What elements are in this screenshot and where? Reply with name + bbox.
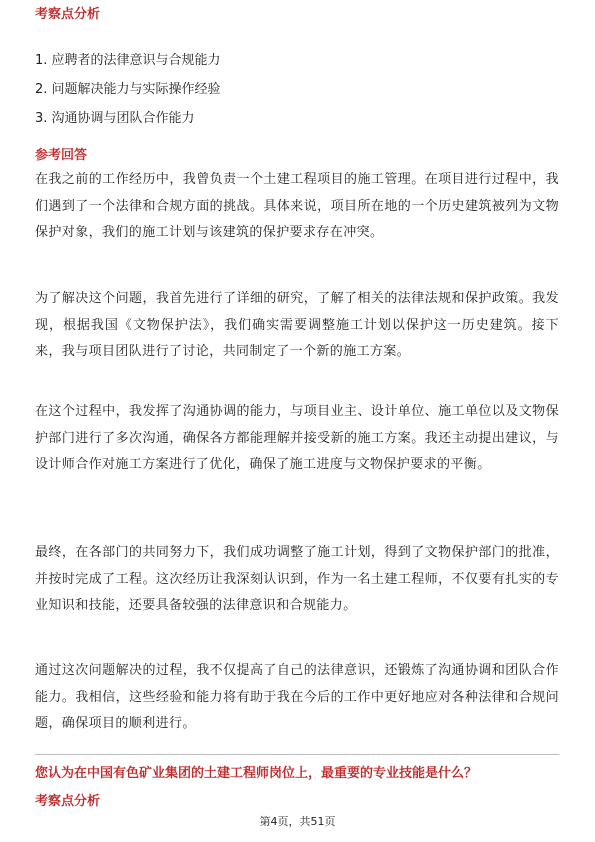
answer-paragraph-3: 在这个过程中，我发挥了沟通协调的能力，与项目业主、设计单位、施工单位以及文物保护部门进行了多次沟通，确保各方都能理解并接受新的施工方案。我还主动提出建议，与设计师合作对施工方案进行了优化，确保了施工进度与文物保护要求的平衡。	[35, 404, 559, 472]
analysis-item-1: 1. 应聘者的法律意识与合规能力	[35, 53, 221, 68]
answer-paragraph-1: 在我之前的工作经历中，我曾负责一个土建工程项目的施工管理。在项目进行过程中，我们遇到了一个法律和合规方面的挑战。具体来说，项目所在地的一个历史建筑被列为文物保护对象，我们的施工计划与该建筑的保护要求存在冲突。	[35, 172, 559, 240]
section-divider	[35, 754, 559, 755]
answer-paragraph-5: 通过这次问题解决的过程，我不仅提高了自己的法律意识，还锻炼了沟通协调和团队合作能力。我相信，这些经验和能力将有助于我在今后的工作中更好地应对各种法律和合规问题，确保项目的顺利进行。	[35, 663, 559, 731]
section-heading-analysis: 考察点分析	[35, 7, 101, 22]
page-number-footer: 第4页，共51页	[259, 815, 336, 828]
answer-paragraph-2: 为了解决这个问题，我首先进行了详细的研究，了解了相关的法律法规和保护政策。我发现，根据我国《文物保护法》，我们确实需要调整施工计划以保护这一历史建筑。接下来，我与项目团队进行了讨论，共同制定了一个新的施工方案。	[35, 291, 559, 359]
section-heading-answer: 参考回答	[35, 148, 88, 163]
next-section-heading: 考察点分析	[35, 794, 101, 809]
next-question: 您认为在中国有色矿业集团的土建工程师岗位上，最重要的专业技能是什么？	[35, 766, 478, 781]
answer-paragraph-4: 最终，在各部门的共同努力下，我们成功调整了施工计划，得到了文物保护部门的批准，并按时完成了工程。这次经历让我深刻认识到，作为一名土建工程师，不仅要有扎实的专业知识和技能，还要具备较强的法律意识和合规能力。	[35, 545, 559, 613]
analysis-item-2: 2. 问题解决能力与实际操作经验	[35, 82, 221, 97]
analysis-item-3: 3. 沟通协调与团队合作能力	[35, 111, 195, 126]
